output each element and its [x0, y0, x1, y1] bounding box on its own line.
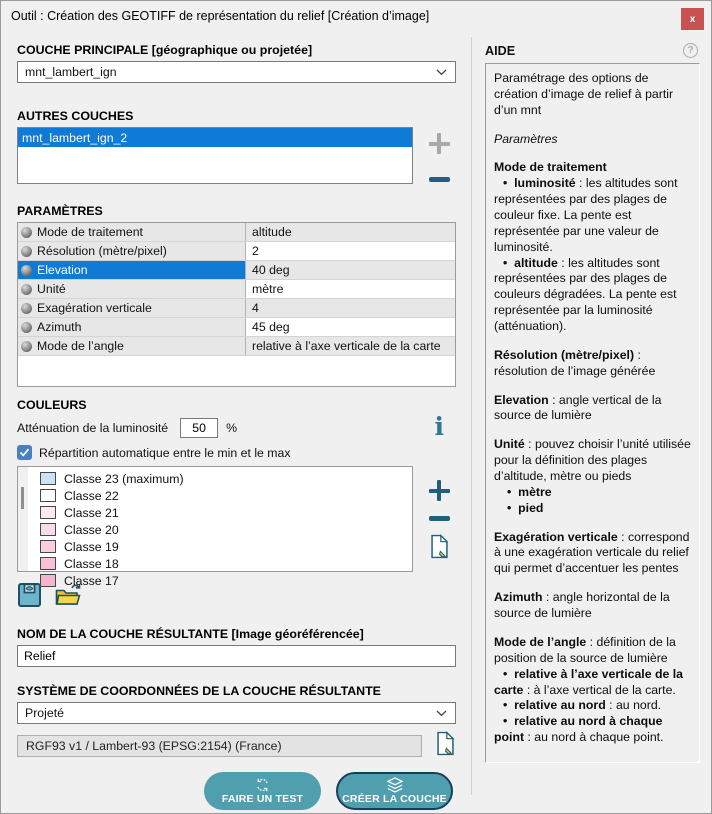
- class-item[interactable]: [40, 487, 412, 504]
- creer-la-couche-button[interactable]: [336, 772, 453, 810]
- help-paragraph: Mode de l’angle : définition de la position de la source de lumière: [494, 634, 676, 665]
- class-color-swatch[interactable]: [40, 540, 56, 553]
- nom-couche-input[interactable]: [17, 645, 456, 667]
- chevron-down-icon: [436, 710, 447, 717]
- class-item[interactable]: [40, 504, 412, 521]
- parameters-table-body: [18, 223, 455, 356]
- help-paragraph: Unité : pouvez choisir l’unité utilisée pour la définition des plages d’altitude, mètre ou pieds: [494, 437, 691, 484]
- add-class-button[interactable]: [429, 480, 450, 501]
- autres-couches-list[interactable]: [17, 127, 413, 184]
- class-label: Classe 18: [64, 556, 119, 571]
- class-color-swatch[interactable]: [40, 506, 56, 519]
- classes-rows: [18, 467, 412, 589]
- scrollbar-thumb[interactable]: [21, 487, 24, 509]
- help-paragraph: • luminosité : les altitudes sont représentées par des plages de couleur fixe. La pente est représentée par une valeur de luminosité.: [494, 176, 678, 254]
- settings-panel: [1, 31, 471, 810]
- parameter-row[interactable]: Mode de traitement altitude: [18, 223, 455, 242]
- help-paragraph: • relative à l’axe verticale de la carte : à l’axe vertical de la carte.: [494, 666, 683, 697]
- parameter-row[interactable]: Résolution (mètre/pixel) 2: [18, 242, 455, 261]
- parameter-row[interactable]: Mode de l’angle relative à l’axe verticale de la carte: [18, 337, 455, 356]
- help-paragraph: Paramétrage des options de création d’image de relief à partir d’un mnt: [494, 71, 674, 117]
- help-paragraph: Exagération verticale : correspond à une exagération verticale du relief qui permet d’accentuer les pentes: [494, 529, 690, 576]
- help-circle-icon[interactable]: ?: [683, 43, 698, 58]
- parameter-ball-icon: [21, 227, 32, 238]
- parameter-ball-icon: [21, 265, 32, 276]
- attenuation-label: Atténuation de la luminosité: [17, 421, 169, 435]
- autres-couches-label: AUTRES COUCHES: [17, 109, 134, 123]
- parameter-ball-icon: [21, 284, 32, 295]
- faire-un-test-label: FAIRE UN TEST: [221, 793, 304, 805]
- attenuation-input[interactable]: [180, 418, 218, 438]
- help-content: [485, 63, 700, 763]
- class-item[interactable]: [40, 470, 412, 487]
- help-paragraph: • relative au nord à chaque point : au nord à chaque point.: [494, 714, 664, 745]
- classes-list[interactable]: [17, 466, 413, 588]
- class-label: Classe 20: [64, 522, 119, 537]
- class-item[interactable]: [40, 555, 412, 572]
- class-label: Classe 23 (maximum): [64, 471, 184, 486]
- attenuation-unit: %: [226, 421, 238, 435]
- class-item[interactable]: [40, 538, 412, 555]
- repartition-checkbox[interactable]: [17, 445, 32, 460]
- crs-type-value: Projeté: [25, 706, 64, 720]
- couche-principale-select[interactable]: [17, 61, 456, 83]
- document-edit-icon: [435, 731, 456, 756]
- add-layer-button[interactable]: [429, 133, 450, 154]
- couche-principale-value: mnt_lambert_ign: [25, 65, 117, 79]
- class-label: Classe 17: [64, 573, 119, 588]
- class-label: Classe 19: [64, 539, 119, 554]
- crs-type-select[interactable]: [17, 702, 456, 724]
- parameter-row[interactable]: Exagération verticale 4: [18, 299, 455, 318]
- nom-couche-label: NOM DE LA COUCHE RÉSULTANTE [Image géoréférencée]: [17, 627, 364, 641]
- faire-un-test-button[interactable]: [204, 772, 321, 810]
- info-icon[interactable]: i: [434, 412, 444, 441]
- class-color-swatch[interactable]: [40, 574, 56, 587]
- help-paragraph: • altitude : les altitudes sont représentées par des plages de couleurs dégradées. La pente est représentée par la luminosité (atténuation).: [494, 255, 677, 334]
- layers-icon: [386, 777, 404, 793]
- help-paragraph: • relative au nord : au nord.: [503, 698, 662, 713]
- class-color-swatch[interactable]: [40, 557, 56, 570]
- help-paragraph: Azimuth : angle horizontal de la source de lumière: [494, 590, 670, 621]
- parameter-ball-icon: [21, 322, 32, 333]
- parameter-row[interactable]: Azimuth 45 deg: [18, 318, 455, 337]
- systeme-label: SYSTÈME DE COORDONNÉES DE LA COUCHE RÉSULTANTE: [17, 684, 381, 698]
- parameters-table[interactable]: [17, 222, 456, 387]
- window-title: Outil : Création des GEOTIFF de représentation du relief [Création d’image]: [11, 9, 430, 23]
- chevron-down-icon: [436, 69, 447, 76]
- edit-classes-button[interactable]: [429, 534, 450, 564]
- help-paragraph: Résolution (mètre/pixel) : résolution de l’image générée: [494, 347, 656, 378]
- class-item[interactable]: [40, 521, 412, 538]
- couleurs-label: COULEURS: [17, 398, 87, 412]
- help-paragraph: • mètre: [507, 484, 552, 499]
- repartition-label: Répartition automatique entre le min et le max: [39, 445, 291, 460]
- aide-title: AIDE: [485, 43, 516, 58]
- class-color-swatch[interactable]: [40, 489, 56, 502]
- parameter-ball-icon: [21, 246, 32, 257]
- help-panel: [471, 31, 711, 810]
- class-label: Classe 22: [64, 488, 119, 503]
- check-icon: [19, 448, 30, 457]
- title-bar: [1, 1, 711, 31]
- parameter-row[interactable]: Unité mètre: [18, 280, 455, 299]
- couche-principale-label: COUCHE PRINCIPALE [géographique ou projetée]: [17, 43, 313, 57]
- close-icon: x: [689, 13, 696, 25]
- parameter-ball-icon: [21, 303, 32, 314]
- remove-layer-button[interactable]: [429, 177, 450, 182]
- class-item[interactable]: [40, 572, 412, 589]
- refresh-icon: [254, 777, 271, 793]
- panel-divider: [471, 37, 472, 795]
- parameter-ball-icon: [21, 341, 32, 352]
- close-button[interactable]: [681, 8, 704, 30]
- classes-scrollbar[interactable]: [18, 467, 28, 571]
- class-label: Classe 21: [64, 505, 119, 520]
- creer-la-couche-label: CRÉER LA COUCHE: [342, 793, 447, 805]
- crs-display-field: RGF93 v1 / Lambert-93 (EPSG:2154) (France): [17, 735, 422, 757]
- class-color-swatch[interactable]: [40, 472, 56, 485]
- parametres-label: PARAMÈTRES: [17, 204, 103, 218]
- class-color-swatch[interactable]: [40, 523, 56, 536]
- help-paragraph: • pied: [507, 500, 544, 515]
- help-paragraph: Mode de traitement: [494, 160, 607, 175]
- edit-crs-button[interactable]: [435, 731, 456, 761]
- document-edit-icon: [429, 534, 450, 559]
- list-item[interactable]: mnt_lambert_ign_2: [18, 128, 412, 147]
- remove-class-button[interactable]: [429, 516, 450, 521]
- help-paragraph: Elevation : angle vertical de la source de lumière: [494, 392, 662, 423]
- parameter-row[interactable]: Elevation 40 deg: [18, 261, 455, 280]
- help-paragraph: Paramètres: [494, 131, 558, 146]
